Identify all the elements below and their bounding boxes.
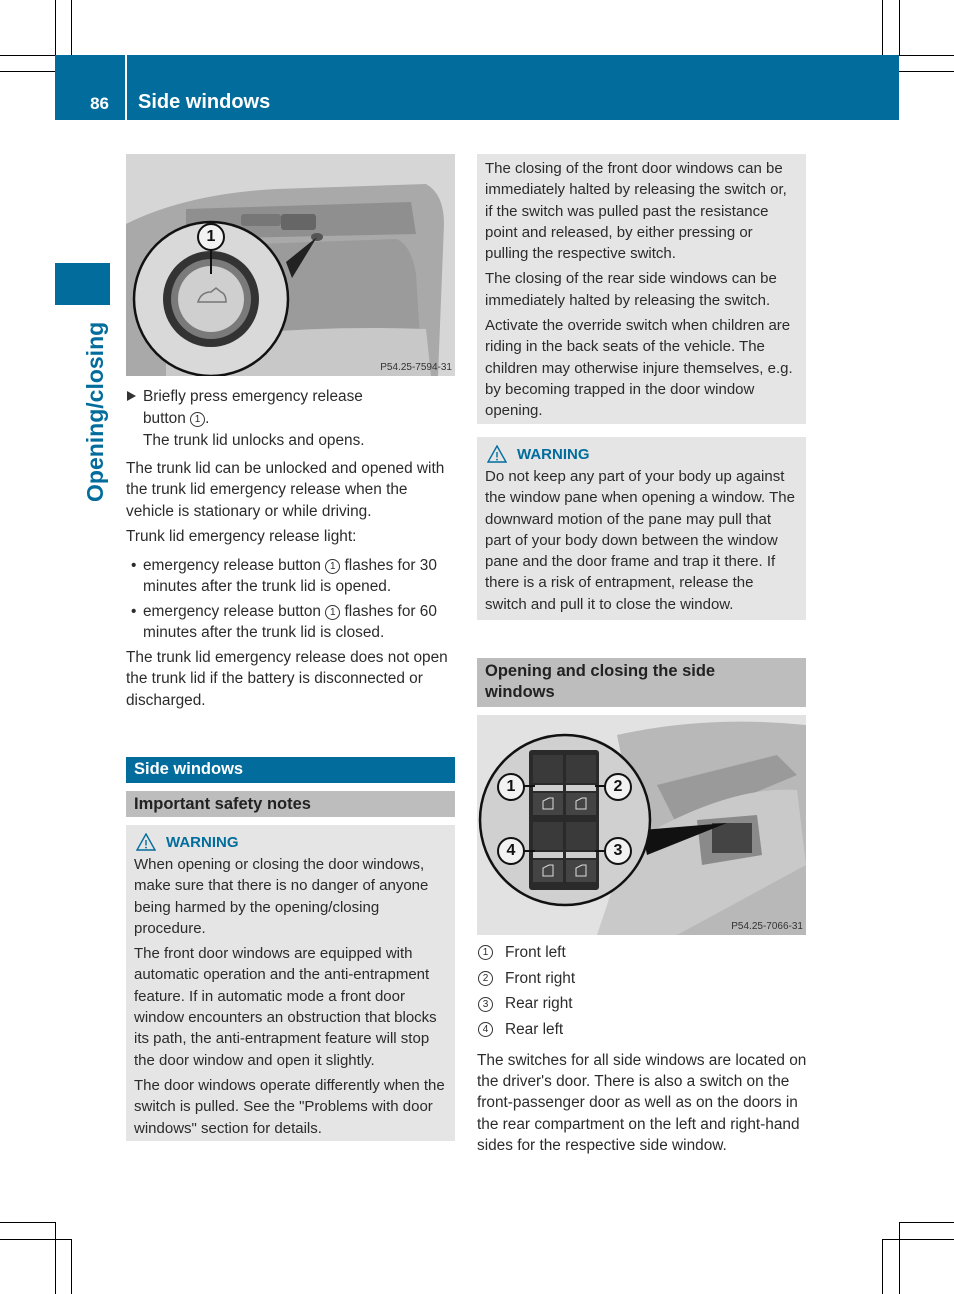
figure-window-switches: [477, 715, 806, 935]
callout-1: 1: [497, 773, 525, 801]
figure-code: P54.25-7066-31: [731, 921, 803, 932]
paragraph: Trunk lid emergency release light:: [126, 528, 357, 545]
legend-label: Front right: [505, 969, 576, 987]
legend-number: 4: [478, 1022, 493, 1037]
legend-item: [478, 991, 808, 1017]
warning-paragraph: When opening or closing the door windows, make sure that there is no danger of anyone being harmed by the opening/closing procedure.: [134, 856, 429, 937]
crop-mark: [899, 55, 954, 56]
crop-mark: [0, 1222, 55, 1223]
crop-mark: [71, 0, 72, 55]
crop-mark: [0, 1239, 71, 1240]
ref-circle-1: 1: [190, 412, 205, 427]
legend-item: [478, 966, 808, 992]
crop-mark: [55, 1222, 56, 1294]
subsection-heading-opening-closing: Opening and closing the side windows: [477, 658, 806, 707]
trunk-lid-illustration: [126, 154, 455, 376]
trunk-release-text: [126, 386, 456, 715]
crop-mark: [882, 1239, 954, 1240]
warning-box-continued: [477, 154, 806, 424]
legend-number: 2: [478, 971, 493, 986]
figure-code: P54.25-7594-31: [380, 362, 452, 373]
warning-paragraph: Activate the override switch when children are riding in the back seats of the vehicle. The children may otherwise injure themselves, e.g. by becoming trapped in the door window opening.: [485, 317, 793, 420]
step-text: Briefly press emergency release: [143, 388, 363, 405]
legend-item: [478, 1017, 808, 1043]
warning-paragraph: The closing of the rear side windows can be immediately halted by releasing the switch.: [485, 270, 777, 309]
ref-circle-1: 1: [325, 605, 340, 620]
callout-1: 1: [197, 223, 225, 251]
warning-triangle-icon: [487, 445, 507, 463]
warning-paragraph: The door windows operate differently when the switch is pulled. See the "Problems with door windows" section for details.: [134, 1076, 445, 1137]
warning-box: [126, 825, 455, 1141]
crop-mark: [899, 71, 954, 72]
crop-mark: [55, 0, 56, 55]
page-number: 86: [90, 94, 109, 113]
warning-paragraph: The closing of the front door windows can be immediately halted by releasing the switch or, if the switch was pulled past the resistance point and released, by either pressing or pulling the respective switch.: [485, 160, 787, 263]
step-text: button 1 .: [143, 409, 210, 427]
ref-circle-1: 1: [325, 559, 340, 574]
chapter-tab-marker: [55, 263, 110, 305]
warning-paragraph: The front door windows are equipped with automatic operation and the anti-entrapment feature. If in automatic mode a front door window encounters an obstruction that blocks its path, the anti-entrapment feature will stop the door window and open it slightly.: [134, 945, 437, 1069]
page-title: Side windows: [138, 91, 271, 113]
callout-legend: [478, 940, 808, 1043]
warning-box: [477, 437, 806, 620]
figure-trunk-release: [126, 154, 455, 376]
paragraph: The switches for all side windows are located on the driver's door. There is also a switch on the front-passenger door as well as on the doors in the rear compartment on the left and right-hand sides for the respective side window.: [477, 1052, 807, 1154]
warning-label: WARNING: [166, 833, 239, 851]
crop-mark: [0, 55, 55, 56]
crop-mark: [899, 1222, 954, 1223]
callout-4: 4: [497, 837, 525, 865]
crop-mark: [71, 1239, 72, 1294]
crop-mark: [899, 0, 900, 55]
legend-number: 3: [478, 997, 493, 1012]
chapter-label: Opening/closing: [82, 321, 108, 502]
step-arrow-icon: [127, 391, 136, 401]
crop-mark: [899, 1222, 900, 1294]
callout-2: 2: [604, 773, 632, 801]
crop-mark: [0, 71, 55, 72]
crop-mark: [882, 0, 883, 55]
subsection-heading-safety-notes: Important safety notes: [126, 791, 455, 817]
step-result: The trunk lid unlocks and opens.: [143, 432, 365, 449]
window-switch-illustration: [477, 715, 806, 935]
bullet-item: • emergency release button 1 flashes for 60 minutes after the trunk lid is closed.: [131, 602, 437, 641]
bullet-item: • emergency release button 1 flashes for 30 minutes after the trunk lid is opened.: [131, 556, 437, 595]
instruction-step: [126, 386, 456, 452]
warning-heading: [134, 831, 447, 853]
paragraph: The trunk lid can be unlocked and opened with the trunk lid emergency release when the vehicle is stationary or while driving.: [126, 459, 445, 520]
crop-mark: [882, 1239, 883, 1294]
paragraph: The trunk lid emergency release does not open the trunk lid if the battery is disconnected or discharged.: [126, 648, 448, 709]
callout-3: 3: [604, 837, 632, 865]
warning-heading: [485, 443, 798, 465]
legend-label: Front left: [505, 943, 566, 961]
section-heading-side-windows: Side windows: [126, 757, 455, 783]
warning-label: WARNING: [517, 445, 590, 463]
legend-number: 1: [478, 945, 493, 960]
legend-label: Rear left: [505, 1020, 564, 1038]
legend-item: [478, 940, 808, 966]
legend-label: Rear right: [505, 995, 573, 1013]
warning-paragraph: Do not keep any part of your body up against the window pane when opening a window. The downward motion of the pane may pull that part of your body down between the window pane and the door frame and trap it there. If there is a risk of entrapment, release the switch and pull it to close the window.: [485, 468, 795, 613]
warning-triangle-icon: [136, 833, 156, 851]
